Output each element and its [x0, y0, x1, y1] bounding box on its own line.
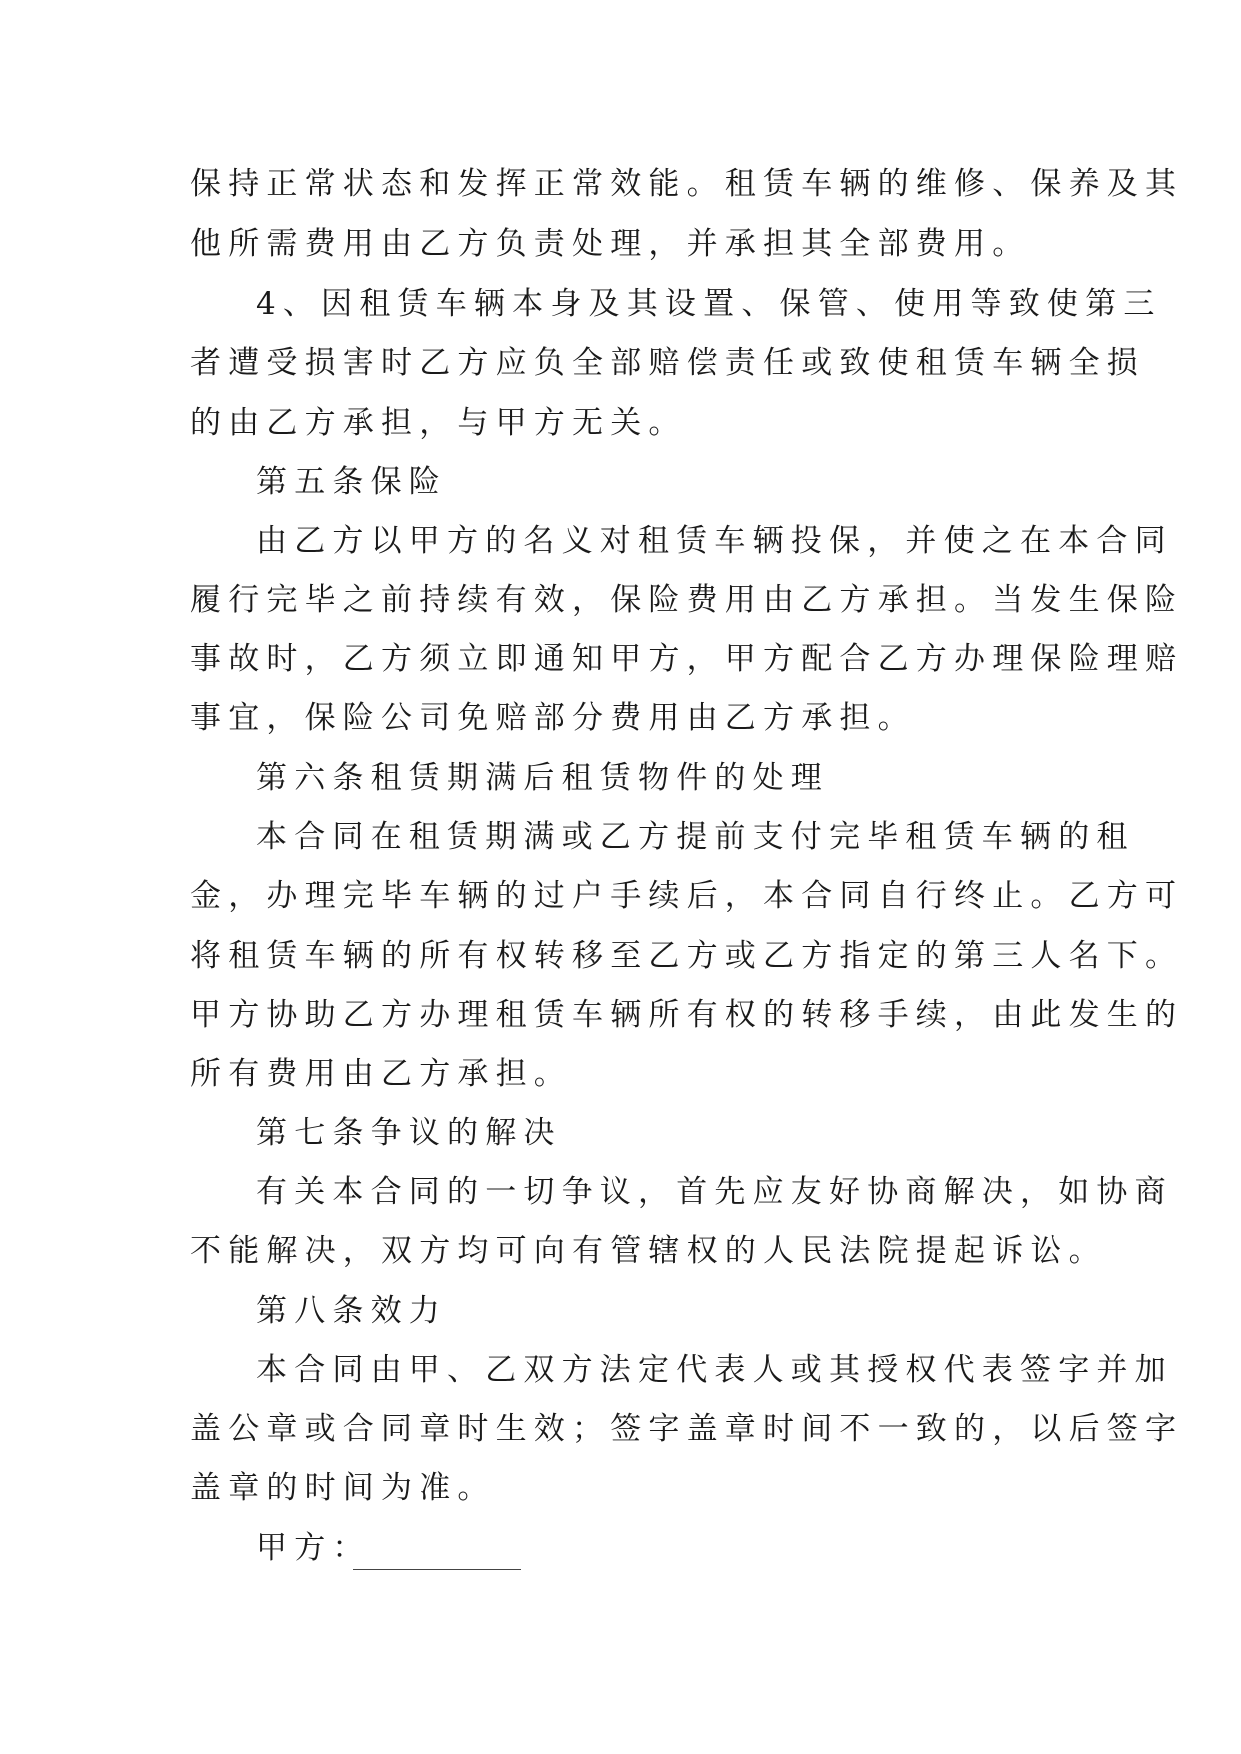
signature-blank-line [353, 1569, 521, 1570]
paragraph-line: 盖章的时间为准。 [190, 1470, 496, 1506]
paragraph-line: 4、因租赁车辆本身及其设置、保管、使用等致使第三 [256, 286, 1162, 322]
section-heading: 第六条租赁期满后租赁物件的处理 [256, 760, 829, 796]
paragraph-line: 有关本合同的一切争议，首先应友好协商解决，如协商 [256, 1174, 1173, 1210]
paragraph-line: 者遭受损害时乙方应负全部赔偿责任或致使租赁车辆全损 [190, 345, 1145, 381]
paragraph-line: 盖公章或合同章时生效；签字盖章时间不一致的，以后签字 [190, 1411, 1184, 1447]
paragraph-line: 履行完毕之前持续有效，保险费用由乙方承担。当发生保险 [190, 582, 1184, 618]
paragraph-line: 的由乙方承担，与甲方无关。 [190, 405, 687, 441]
paragraph-line: 事故时，乙方须立即通知甲方，甲方配合乙方办理保险理赔 [190, 641, 1184, 677]
paragraph-line: 将租赁车辆的所有权转移至乙方或乙方指定的第三人名下。 [190, 938, 1184, 974]
paragraph-line: 本合同由甲、乙双方法定代表人或其授权代表签字并加 [256, 1352, 1173, 1388]
paragraph-line: 他所需费用由乙方负责处理，并承担其全部费用。 [190, 226, 1031, 262]
section-heading: 第五条保险 [256, 464, 447, 500]
paragraph-line: 事宜，保险公司免赔部分费用由乙方承担。 [190, 700, 916, 736]
paragraph-line: 由乙方以甲方的名义对租赁车辆投保，并使之在本合同 [256, 523, 1173, 559]
paragraph-line: 本合同在租赁期满或乙方提前支付完毕租赁车辆的租 [256, 819, 1135, 855]
signature-label: 甲方： [256, 1530, 371, 1566]
section-heading: 第七条争议的解决 [256, 1115, 562, 1151]
paragraph-line: 保持正常状态和发挥正常效能。租赁车辆的维修、保养及其 [190, 166, 1184, 202]
paragraph-line: 所有费用由乙方承担。 [190, 1056, 572, 1092]
paragraph-line: 金，办理完毕车辆的过户手续后，本合同自行终止。乙方可 [190, 878, 1184, 914]
section-heading: 第八条效力 [256, 1293, 447, 1329]
paragraph-line: 不能解决，双方均可向有管辖权的人民法院提起诉讼。 [190, 1233, 1107, 1269]
paragraph-line: 甲方协助乙方办理租赁车辆所有权的转移手续，由此发生的 [190, 997, 1184, 1033]
